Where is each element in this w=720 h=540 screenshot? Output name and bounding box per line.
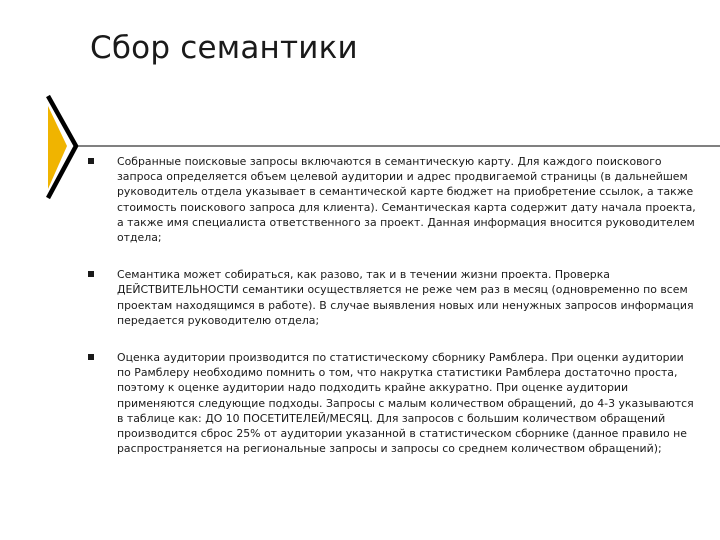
square-bullet-icon (88, 158, 94, 164)
slide-title: Сбор семантики (90, 30, 358, 66)
bullet-item (88, 154, 698, 245)
bullet-item (88, 350, 698, 456)
square-bullet-icon (88, 354, 94, 360)
bullet-list (88, 154, 698, 478)
bullet-item (88, 267, 698, 328)
bullet-text: Оценка аудитории производится по статистическому сборнику Рамблера. При оценки аудитории по Рамблеру необходимо помнить о том, что накрутка статистики Рамблера достаточно проста, поэтому к оценке аудитории надо подходить крайне аккуратно. При оценке аудитории применяются следующие подходы. Запросы с малым количеством обращений, до 4-3 указываются в таблице как: ДО 10 ПОСЕТИТЕЛЕЙ/МЕСЯЦ. Для запросов с большим количеством обращений производится сброс 25% от аудитории указанной в статистическом сборнике (данное правило не распространяется на региональные запросы и запросы со среднем количеством обращений); (117, 351, 694, 456)
bullet-text: Собранные поисковые запросы включаются в семантическую карту. Для каждого поискового запроса определяется объем целевой аудитории и адрес продвигаемой страницы (в дальнейшем руководитель отдела указывает в семантической карте бюджет на приобретение ссылок, а также стоимость поискового запроса для клиента). Семантическая карта содержит дату начала проекта, а также имя специалиста ответственного за проект. Данная информация вносится руководителем отдела; (117, 155, 696, 245)
square-bullet-icon (88, 271, 94, 277)
bullet-text: Семантика может собираться, как разово, так и в течении жизни проекта. Проверка ДЕЙСТВИТЕЛЬНОСТИ семантики осуществляется не реже чем раз в месяц (одновременно по всем проектам находящимся в работе). В случае выявления новых или ненужных запросов информация передается руководителю отдела; (117, 268, 694, 327)
